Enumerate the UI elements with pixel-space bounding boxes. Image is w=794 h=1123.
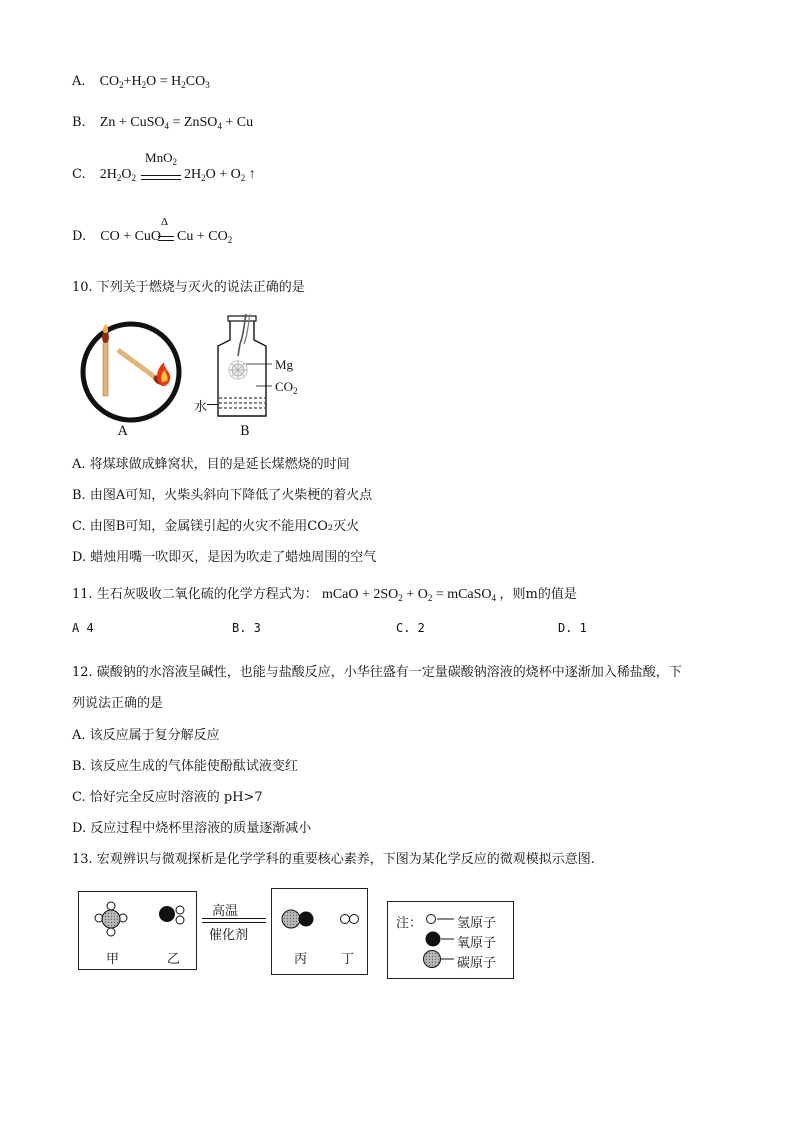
legend-title: 注： <box>396 916 423 931</box>
q11-option-b: B. 3 <box>232 621 261 635</box>
label-jia: 甲 <box>106 952 120 967</box>
legend-carbon: 碳原子 <box>457 956 497 971</box>
q10-option-a: A. 将煤球做成蜂窝状，目的是延长煤燃烧的时间 <box>72 457 350 472</box>
molecule-ding-icon <box>339 912 361 926</box>
molecule-bing-icon <box>280 908 316 930</box>
option-letter: B. <box>72 115 86 130</box>
equation: Zn + CuSO$_4$ = ZnSO$_4$ + Cu <box>99 115 254 131</box>
condition-top: 高温 <box>212 904 239 919</box>
equal-sign-long <box>141 175 181 180</box>
legend-oxygen: 氧原子 <box>457 936 497 951</box>
option-a <box>72 74 210 90</box>
question-11-stem: 11. 生石灰吸收二氧化硫的化学方程式为： mCaO + $2SO_2 + O_2$ = mCaSO$_4$ ，则m的值是 <box>72 587 577 603</box>
water-pointer <box>207 404 219 405</box>
equal-sign-short <box>158 236 174 241</box>
q10-option-b: B. 由图A可知，火柴头斜向下降低了火柴梗的着火点 <box>72 488 373 503</box>
q12-option-d: D. 反应过程中烧杯里溶液的质量逐渐减小 <box>72 821 312 836</box>
figure-a-match <box>78 320 188 426</box>
catalyst-condition: MnO$_2$ <box>145 150 177 167</box>
water-label: 水 <box>194 400 208 415</box>
figure-b-jar <box>210 312 274 422</box>
mg-label: Mg <box>275 357 294 372</box>
q10-option-d: D. 蜡烛用嘴一吹即灭，是因为吹走了蜡烛周围的空气 <box>72 550 377 565</box>
equation-right: $2H_2O + O_2$ ↑ <box>184 167 256 183</box>
option-c <box>72 167 136 183</box>
option-letter: C. <box>72 167 86 182</box>
q12-option-c: C. 恰好完全反应时溶液的 pH>7 <box>72 790 263 805</box>
q12-option-b: B. 该反应生成的气体能使酚酞试液变红 <box>72 759 298 774</box>
q11-option-c: C. 2 <box>396 621 425 635</box>
equation-right: $Cu + CO_2$ <box>177 229 233 245</box>
carbon-atom-icon <box>422 949 456 969</box>
equation: CO + CuO <box>100 229 162 244</box>
oxygen-atom-icon <box>424 930 456 948</box>
condition-bottom: 催化剂 <box>209 928 249 943</box>
label-ding: 丁 <box>341 952 355 967</box>
co2-label: $CO_2$ <box>275 379 298 396</box>
reaction-equal-sign <box>202 918 266 923</box>
q11-option-d: D. 1 <box>558 621 587 635</box>
question-12-stem-line1: 12. 碳酸钠的水溶液呈碱性，也能与盐酸反应，小华往盛有一定量碳酸钠溶液的烧杯中逐渐加入稀盐酸，下 <box>72 665 682 680</box>
q12-option-a: A. 该反应属于复分解反应 <box>72 728 220 743</box>
heat-condition: Δ <box>161 216 169 228</box>
legend-hydrogen: 氢原子 <box>457 916 497 931</box>
equation: mCaO + $2SO_2 + O_2$ = mCaSO$_4$ <box>321 587 497 603</box>
hydrogen-atom-icon <box>424 912 456 926</box>
label-bing: 丙 <box>294 952 308 967</box>
option-letter: D. <box>72 229 87 244</box>
option-letter: A. <box>72 74 86 89</box>
question-13-stem: 13. 宏观辨识与微观探析是化学学科的重要核心素养，下图为某化学反应的微观模拟示意图. <box>72 852 595 867</box>
question-10-stem: 10. 下列关于燃烧与灭火的说法正确的是 <box>72 280 305 295</box>
q11-option-a: A 4 <box>72 621 94 635</box>
label-yi: 乙 <box>167 952 181 967</box>
equation: $2H_2O_2$ <box>99 167 137 183</box>
option-d <box>72 229 161 245</box>
equation: $CO_2+H_2O = H_2CO_3$ <box>99 74 210 90</box>
option-b <box>72 115 253 131</box>
gas-arrow-icon: ↑ <box>248 167 256 182</box>
molecule-jia-icon <box>92 900 130 938</box>
figure-b-label: B <box>240 424 250 439</box>
molecule-yi-icon <box>158 904 188 928</box>
q10-option-c: C. 由图B可知，金属镁引起的火灾不能用CO₂灭火 <box>72 519 360 534</box>
figure-a-label: A <box>118 424 128 439</box>
question-12-stem-line2: 列说法正确的是 <box>72 696 164 711</box>
